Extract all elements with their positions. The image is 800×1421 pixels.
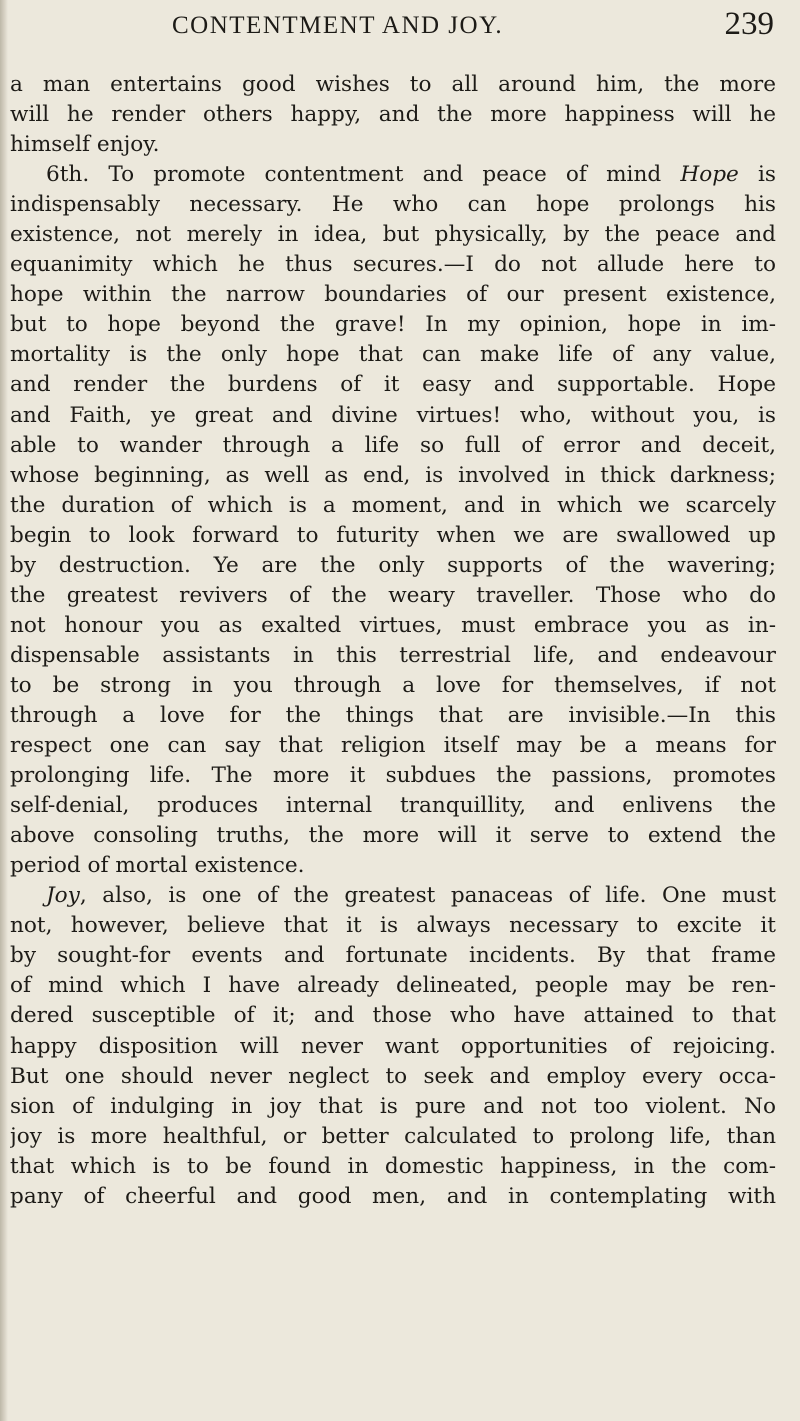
text-line: above consoling truths, the more will it serve to extend the	[10, 823, 776, 849]
text-line: hope within the narrow boundaries of our present existence,	[10, 282, 776, 308]
text-line: mortality is the only hope that can make life of any value,	[10, 342, 776, 368]
page-body-text	[10, 70, 776, 1212]
text-line: but to hope beyond the grave! In my opinion, hope in im-	[10, 312, 776, 338]
running-head: CONTENTMENT AND JOY.	[172, 12, 504, 39]
text-line: equanimity which he thus secures.—I do not allude here to	[10, 252, 776, 278]
text-line: happy disposition will never want opportunities of rejoicing.	[10, 1033, 776, 1059]
text-line: respect one can say that religion itself may be a means for	[10, 733, 776, 759]
text-line: joy is more healthful, or better calculated to prolong life, than	[10, 1123, 776, 1149]
text-line: not, however, believe that it is always necessary to excite it	[10, 913, 776, 939]
text-line: prolonging life. The more it subdues the passions, promotes	[10, 763, 776, 789]
text-line: 6th. To promote contentment and peace of mind Hope is	[46, 162, 776, 188]
text-line: through a love for the things that are invisible.—In this	[10, 702, 776, 728]
text-line: But one should never neglect to seek and employ every occa-	[10, 1063, 776, 1089]
text-line: and Faith, ye great and divine virtues! who, without you, is	[10, 402, 776, 428]
text-line: indispensably necessary. He who can hope prolongs his	[10, 192, 776, 218]
text-line: to be strong in you through a love for themselves, if not	[10, 672, 776, 698]
text-line: period of mortal existence.	[10, 853, 305, 879]
text-line: dered susceptible of it; and those who have attained to that	[10, 1003, 776, 1029]
text-line: of mind which I have already delineated, people may be ren-	[10, 973, 776, 999]
text-line: will he render others happy, and the more happiness will he	[10, 102, 776, 128]
text-line: that which is to be found in domestic happiness, in the com-	[10, 1153, 776, 1179]
page-header	[0, 6, 800, 46]
text-line: able to wander through a life so full of error and deceit,	[10, 432, 776, 458]
text-line: and render the burdens of it easy and supportable. Hope	[10, 372, 776, 398]
text-line: dispensable assistants in this terrestrial life, and endeavour	[10, 642, 776, 668]
text-line: whose beginning, as well as end, is involved in thick darkness;	[10, 462, 776, 488]
text-line: a man entertains good wishes to all around him, the more	[10, 72, 776, 97]
text-line: by sought-for events and fortunate incidents. By that frame	[10, 943, 776, 969]
emphasized-word: Joy	[46, 883, 80, 909]
text-line: Joy, also, is one of the greatest panaceas of life. One must	[46, 883, 776, 909]
emphasized-word: Hope	[680, 162, 739, 188]
text-line: himself enjoy.	[10, 132, 160, 158]
text-line: not honour you as exalted virtues, must embrace you as in-	[10, 612, 776, 638]
text-line: begin to look forward to futurity when we are swallowed up	[10, 522, 776, 548]
page-number: 239	[724, 6, 774, 42]
text-line: sion of indulging in joy that is pure and not too violent. No	[10, 1093, 776, 1119]
text-line: pany of cheerful and good men, and in contemplating with	[10, 1183, 776, 1209]
text-line: existence, not merely in idea, but physically, by the peace and	[10, 222, 776, 248]
text-line: by destruction. Ye are the only supports of the wavering;	[10, 552, 776, 578]
text-line: the duration of which is a moment, and in which we scarcely	[10, 492, 776, 518]
page-gutter-shadow	[0, 0, 8, 1421]
text-line: self-denial, produces internal tranquillity, and enlivens the	[10, 793, 776, 819]
text-line: the greatest revivers of the weary traveller. Those who do	[10, 582, 776, 608]
